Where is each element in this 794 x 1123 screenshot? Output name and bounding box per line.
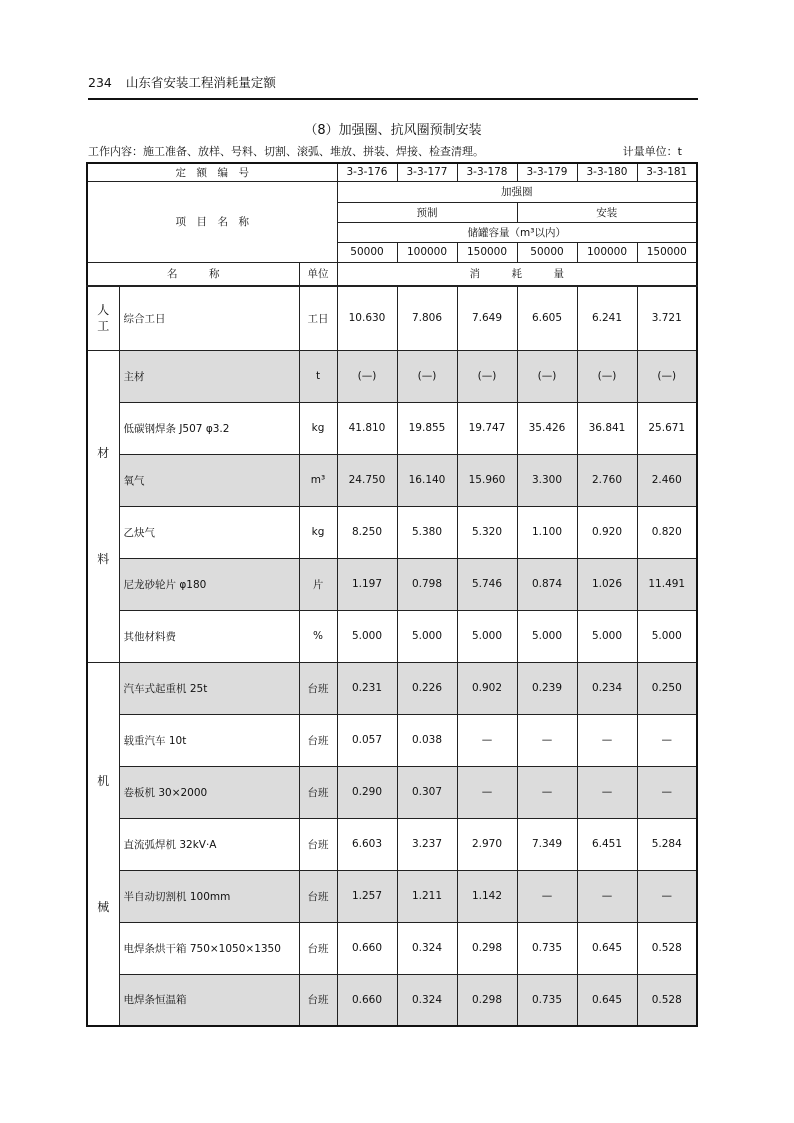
row-value: 5.320: [457, 506, 517, 558]
row-value: 3.721: [637, 286, 697, 350]
row-value: 24.750: [337, 454, 397, 506]
category-labor-char1: 人: [97, 303, 110, 318]
row-value: 5.000: [577, 610, 637, 662]
row-value: 5.000: [337, 610, 397, 662]
row-value: (—): [397, 350, 457, 402]
col-unit-header: 单位: [299, 262, 337, 286]
header-rule: [88, 98, 698, 100]
row-value: —: [637, 870, 697, 922]
row-value: 7.349: [517, 818, 577, 870]
row-value: 5.000: [457, 610, 517, 662]
row-value: 3.237: [397, 818, 457, 870]
section-title: （8）加强圈、抗风圈预制安装: [304, 123, 482, 138]
quota-code: 3-3-179: [517, 163, 577, 181]
category-machine-char2: 械: [97, 899, 110, 914]
row-name: 低碳钢焊条 J507 φ3.2: [119, 402, 299, 454]
row-unit: 台班: [299, 922, 337, 974]
quota-code: 3-3-181: [637, 163, 697, 181]
row-value: 8.250: [337, 506, 397, 558]
row-unit: %: [299, 610, 337, 662]
category-labor: [87, 286, 119, 350]
row-value: —: [457, 714, 517, 766]
capacity-value: 150000: [457, 242, 517, 262]
row-value: 7.806: [397, 286, 457, 350]
row-unit: m³: [299, 454, 337, 506]
group-label: 加强圈: [337, 181, 697, 202]
row-name: 汽车式起重机 25t: [119, 662, 299, 714]
row-unit: kg: [299, 402, 337, 454]
row-value: 0.798: [397, 558, 457, 610]
row-value: 6.451: [577, 818, 637, 870]
row-value: 16.140: [397, 454, 457, 506]
row-value: 6.241: [577, 286, 637, 350]
row-name: 主材: [119, 350, 299, 402]
row-value: —: [577, 714, 637, 766]
row-value: 0.290: [337, 766, 397, 818]
row-name: 电焊条恒温箱: [119, 974, 299, 1026]
row-value: 5.000: [397, 610, 457, 662]
row-value: 0.226: [397, 662, 457, 714]
row-name: 其他材料费: [119, 610, 299, 662]
row-value: 0.645: [577, 922, 637, 974]
row-value: 0.324: [397, 922, 457, 974]
row-name: 综合工日: [119, 286, 299, 350]
row-value: 2.760: [577, 454, 637, 506]
row-value: 5.746: [457, 558, 517, 610]
row-value: 11.491: [637, 558, 697, 610]
row-unit: 台班: [299, 766, 337, 818]
row-value: (—): [577, 350, 637, 402]
row-value: 1.026: [577, 558, 637, 610]
row-name: 半自动切割机 100mm: [119, 870, 299, 922]
row-value: —: [517, 714, 577, 766]
quota-no-label: 定 额 编 号: [87, 163, 337, 181]
row-unit: 台班: [299, 818, 337, 870]
row-unit: t: [299, 350, 337, 402]
category-material-char2: 料: [97, 552, 110, 566]
row-value: 6.605: [517, 286, 577, 350]
row-unit: 工日: [299, 286, 337, 350]
quota-code: 3-3-176: [337, 163, 397, 181]
row-value: 0.902: [457, 662, 517, 714]
row-value: —: [577, 870, 637, 922]
row-value: —: [637, 714, 697, 766]
category-material-char1: 材: [97, 446, 110, 460]
row-value: 0.660: [337, 922, 397, 974]
row-value: 0.528: [637, 974, 697, 1026]
row-value: 5.000: [637, 610, 697, 662]
row-value: 1.197: [337, 558, 397, 610]
row-value: 0.231: [337, 662, 397, 714]
capacity-value: 50000: [517, 242, 577, 262]
row-value: (—): [337, 350, 397, 402]
row-value: 0.250: [637, 662, 697, 714]
quota-code: 3-3-180: [577, 163, 637, 181]
measure-unit: 计量单位：t: [622, 145, 682, 158]
row-value: —: [577, 766, 637, 818]
row-name: 载重汽车 10t: [119, 714, 299, 766]
quota-code: 3-3-177: [397, 163, 457, 181]
row-name: 卷板机 30×2000: [119, 766, 299, 818]
row-value: 15.960: [457, 454, 517, 506]
capacity-value: 150000: [637, 242, 697, 262]
row-unit: kg: [299, 506, 337, 558]
row-value: 0.298: [457, 922, 517, 974]
category-material: [87, 350, 119, 662]
row-value: 0.057: [337, 714, 397, 766]
row-value: 0.660: [337, 974, 397, 1026]
row-value: 0.874: [517, 558, 577, 610]
row-value: 5.000: [517, 610, 577, 662]
book-title: 山东省安装工程消耗量定额: [125, 75, 276, 90]
row-value: 0.038: [397, 714, 457, 766]
category-labor-char2: 工: [97, 319, 110, 334]
row-name: 氧气: [119, 454, 299, 506]
col-consumption-header: 消 耗 量: [337, 262, 697, 286]
row-value: 0.528: [637, 922, 697, 974]
row-value: —: [517, 766, 577, 818]
quota-table: [86, 162, 698, 1027]
row-name: 电焊条烘干箱 750×1050×1350: [119, 922, 299, 974]
row-value: 0.735: [517, 974, 577, 1026]
running-header: [88, 74, 698, 96]
category-machine: [87, 662, 119, 1026]
row-value: 10.630: [337, 286, 397, 350]
row-value: 19.855: [397, 402, 457, 454]
capacity-value: 100000: [397, 242, 457, 262]
row-value: 0.234: [577, 662, 637, 714]
row-name: 尼龙砂轮片 φ180: [119, 558, 299, 610]
row-value: 1.257: [337, 870, 397, 922]
row-value: 2.460: [637, 454, 697, 506]
category-machine-char1: 机: [97, 773, 110, 788]
row-value: 0.298: [457, 974, 517, 1026]
row-value: 25.671: [637, 402, 697, 454]
capacity-value: 100000: [577, 242, 637, 262]
row-unit: 台班: [299, 870, 337, 922]
row-value: (—): [637, 350, 697, 402]
work-content: 工作内容：施工准备、放样、号料、切割、滚弧、堆放、拼装、焊接、检查清理。: [88, 145, 484, 158]
item-name-label: 项 目 名 称: [87, 181, 337, 262]
capacity-label: 储罐容量（m³以内）: [337, 222, 697, 242]
row-value: (—): [517, 350, 577, 402]
row-value: —: [457, 766, 517, 818]
row-value: 7.649: [457, 286, 517, 350]
category-gap: [88, 461, 119, 551]
row-value: 0.307: [397, 766, 457, 818]
row-value: 0.920: [577, 506, 637, 558]
page-number: 234: [88, 75, 112, 90]
row-value: 6.603: [337, 818, 397, 870]
sub-prefab: 预制: [337, 202, 517, 222]
row-value: 35.426: [517, 402, 577, 454]
row-value: —: [637, 766, 697, 818]
sub-install: 安装: [517, 202, 697, 222]
row-unit: 台班: [299, 974, 337, 1026]
row-value: 41.810: [337, 402, 397, 454]
row-value: 0.645: [577, 974, 637, 1026]
row-value: —: [517, 870, 577, 922]
quota-code: 3-3-178: [457, 163, 517, 181]
work-content-line: [88, 144, 696, 160]
row-value: 1.142: [457, 870, 517, 922]
row-value: (—): [457, 350, 517, 402]
row-value: 3.300: [517, 454, 577, 506]
row-value: 36.841: [577, 402, 637, 454]
row-value: 0.820: [637, 506, 697, 558]
row-unit: 片: [299, 558, 337, 610]
row-unit: 台班: [299, 714, 337, 766]
row-value: 19.747: [457, 402, 517, 454]
row-value: 5.380: [397, 506, 457, 558]
row-name: 直流弧焊机 32kV·A: [119, 818, 299, 870]
row-unit: 台班: [299, 662, 337, 714]
row-value: 2.970: [457, 818, 517, 870]
row-value: 0.324: [397, 974, 457, 1026]
row-value: 5.284: [637, 818, 697, 870]
row-value: 1.100: [517, 506, 577, 558]
row-value: 1.211: [397, 870, 457, 922]
col-name-header: 名 称: [87, 262, 299, 286]
row-value: 0.239: [517, 662, 577, 714]
capacity-value: 50000: [337, 242, 397, 262]
row-value: 0.735: [517, 922, 577, 974]
category-gap: [88, 789, 119, 899]
row-name: 乙炔气: [119, 506, 299, 558]
